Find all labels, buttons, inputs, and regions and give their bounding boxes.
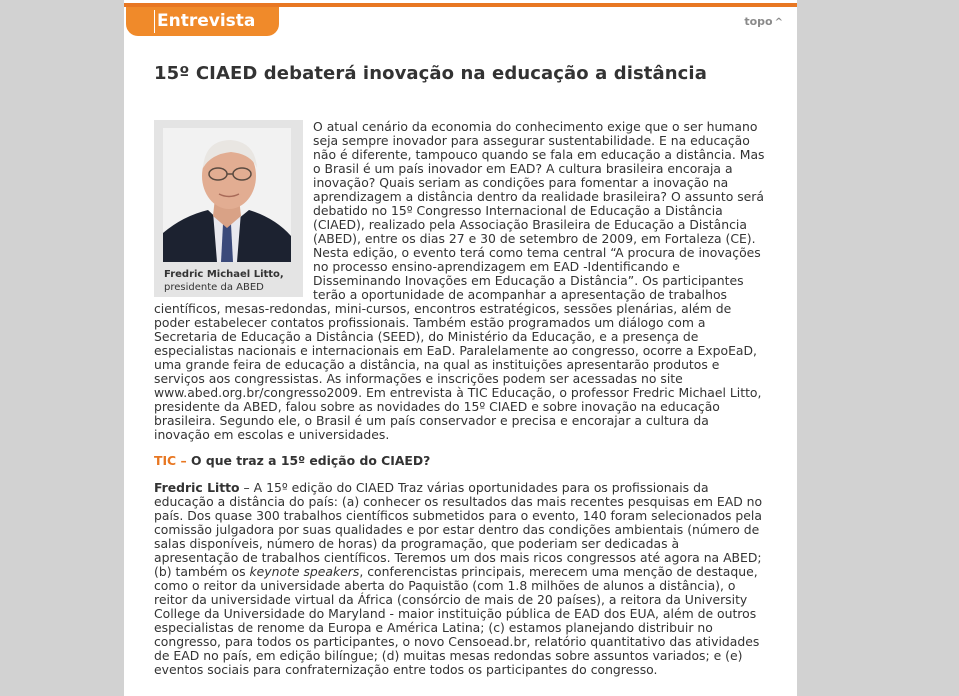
answer-emphasis: keynote speakers xyxy=(249,564,360,579)
portrait-photo xyxy=(163,128,291,262)
interview-answer xyxy=(154,481,766,677)
article-headline: 15º CIAED debaterá inovação na educação a distância xyxy=(154,63,707,84)
answer-text: – A 15º edição do CIAED Traz várias oportunidades para os profissionais da educação a distância do país: (a) conhecer os resultados das mais recentes pesquisas em EAD no país. Dos quase 300 trabalhos científicos submetidos para o evento, 140 foram selecionados pela comissão julgadora por suas qualidades e por estar dentro das condições ambientais (número de salas disponíveis, número de horas) da programação, que poderiam ser dedicadas à apresentação de trabalhos científicos. Teremos um dos mais ricos congressos até agora na ABED; (b) também os xyxy=(154,480,763,579)
article-body xyxy=(154,120,766,677)
section-tab-label: Entrevista xyxy=(154,10,255,33)
intro-text-continued: . Em entrevista à TIC Educação, o professor Fredric Michael Litto, presidente da ABED, falou sobre as novidades do 15º CIAED e sobre inovação na educação brasileira. Segundo ele, o Brasil é um país conservador e precisa e encorajar a cultura da inovação em escolas e universidades. xyxy=(154,385,762,442)
interview-question xyxy=(154,454,766,468)
congress-site-link[interactable]: www.abed.org.br/congresso2009 xyxy=(154,385,359,400)
question-text: O que traz a 15º edição do CIAED? xyxy=(191,453,431,468)
photo-caption xyxy=(164,268,284,294)
page xyxy=(124,0,797,696)
intro-text: O atual cenário da economia do conhecimento exige que o ser humano seja sempre inovador para assegurar sustentabilidade. E na educação não é diferente, tampouco quando se fala em educação a distância. Mas o Brasil é um país inovador em EAD? A cultura brasileira encoraja a inovação? Quais seriam as condições para fomentar a inovação na aprendizagem a distância dentro da realidade brasileira? O assunto será debatido no 15º Congresso Internacional de Educação a Distância (CIAED), realizado pela Associação Brasileira de Educação a Distância (ABED), entre os dias 27 e 30 de setembro de 2009, em Fortaleza (CE). Nesta edição, o evento terá como tema central “A procura de inovações no processo ensino-aprendizagem em EAD -Identificando e Disseminando Inovações em Educação a Distância”. Os participantes terão a oportunidade de acompanhar a apresentação de trabalhos científicos, mesas-redondas, mini-cursos, encontros estratégicos, sessões plenárias, além de poder estabelecer contatos profissionais. Também estão programados um diálogo com a Secretaria de Educação a Distância (SEED), do Ministério da Educação, e a presença de especialistas nacionais e internacionais em EaD. Paralelamente ao congresso, ocorre a ExpoEaD, uma grande feira de educação a distância, na qual as instituições apresentarão produtos e serviços aos congressistas. As informações e inscrições podem ser acessadas no site xyxy=(154,119,765,386)
question-prefix: TIC – xyxy=(154,453,187,468)
back-to-top-label: topo xyxy=(744,15,773,28)
caption-role: presidente da ABED xyxy=(164,282,264,293)
answer-text-continued: , conferencistas principais, merecem uma menção de destaque, como o reitor da universidade aberta do Paquistão (com 1.8 milhões de alunos a distância), o reitor da universidade virtual da África (consórcio de mais de 20 países), a reitora da University College da Universidade do Maryland - maior instituição pública de EAD dos EUA, além de outros especialistas de renome da Europa e América Latina; (c) estamos planejando distribuir no congresso, para todos os participantes, o novo Censoead.br, relatório quantitativo das atividades de EAD no país, em edição bilíngue; (d) muitas mesas redondas sobre assuntos variados; e (e) eventos sociais para confraternização entre todos os participantes do congresso. xyxy=(154,564,760,677)
chevron-up-icon: ^ xyxy=(774,17,783,28)
caption-name: Fredric Michael Litto, xyxy=(164,269,284,280)
back-to-top-link[interactable] xyxy=(744,15,783,28)
photo-box xyxy=(154,120,303,297)
answer-speaker: Fredric Litto xyxy=(154,480,240,495)
